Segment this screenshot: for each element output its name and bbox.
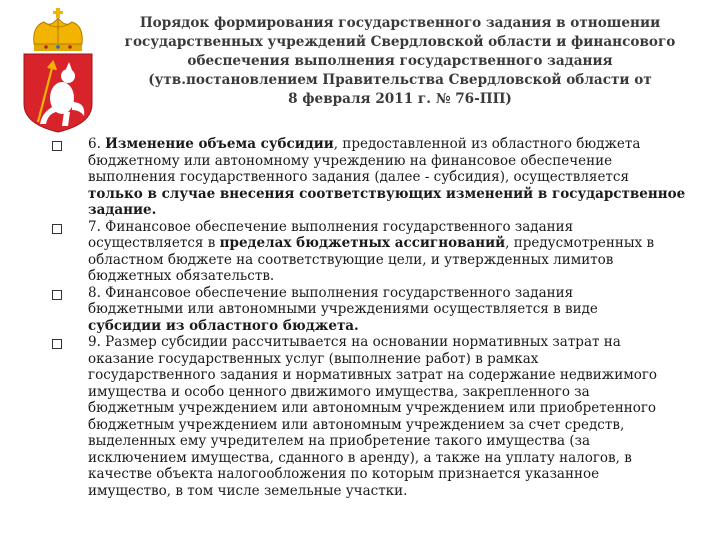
page-title: [120, 14, 680, 109]
text: выделенных ему учредителем на приобретение такого имущества (за: [88, 433, 591, 449]
paragraph-line: [88, 301, 702, 318]
square-bullet-icon: [52, 339, 62, 349]
text: государственного задания и нормативных затрат на содержание недвижимого: [88, 367, 658, 383]
bold-text: только в случае внесения соответствующих изменений в государственное: [88, 185, 686, 202]
crown-icon: [34, 8, 83, 51]
bold-text: субсидии из областного бюджета.: [88, 317, 359, 334]
text: осуществляется в: [88, 235, 220, 251]
title-line: государственных учреждений Свердловской области и финансового: [124, 34, 676, 50]
text: выполнения государственного задания (далее - субсидия), осуществляется: [88, 169, 629, 185]
text: бюджетным учреждением или автономным учреждением или приобретенного: [88, 400, 657, 416]
text: бюджетным учреждением или автономным учреждением за счет средств,: [88, 416, 625, 433]
list-item: [52, 285, 702, 335]
paragraph-line: [88, 169, 702, 186]
bold-text: пределах бюджетных ассигнований: [219, 235, 506, 251]
paragraph-line: [88, 153, 702, 170]
paragraph-line: [88, 285, 702, 302]
text: 8. Финансовое обеспечение выполнения государственного задания: [88, 284, 574, 301]
title-line: (утв.постановлением Правительства Свердловской области от: [148, 72, 652, 88]
text: бюджетных обязательств.: [88, 268, 275, 284]
paragraph-line: [88, 219, 702, 236]
square-bullet-icon: [52, 290, 62, 300]
title-line: 8 февраля 2011 г. № 76-ПП): [288, 91, 512, 107]
title-line: обеспечения выполнения государственного задания: [187, 53, 613, 69]
text: , предусмотренных в: [505, 235, 655, 251]
paragraph-line: [88, 252, 702, 269]
list-item: [52, 219, 702, 285]
paragraph-line: [88, 450, 702, 467]
paragraph-line: [88, 367, 702, 384]
paragraph-line: [88, 186, 702, 203]
provisions-list: [52, 136, 702, 499]
text: качестве объекта налогообложения по которым признается указанное: [88, 466, 600, 482]
text: бюджетному или автономному учреждению на финансовое обеспечение: [88, 152, 613, 169]
paragraph-line: [88, 433, 702, 450]
paragraph-line: [88, 384, 702, 401]
text: оказание государственных услуг (выполнение работ) в рамках: [88, 350, 539, 367]
paragraph-line: [88, 483, 702, 500]
text: 7. Финансовое обеспечение выполнения государственного задания: [88, 218, 574, 235]
paragraph-line: [88, 235, 702, 252]
paragraph-line: [88, 466, 702, 483]
paragraph-line: [88, 202, 702, 219]
bold-text: задание.: [88, 202, 157, 218]
title-line: Порядок формирования государственного задания в отношении: [139, 15, 661, 31]
list-item: [52, 334, 702, 499]
text: областном бюджете на соответствующие цели, и утвержденных лимитов: [88, 251, 614, 268]
paragraph-line: [88, 268, 702, 285]
paragraph-line: [88, 400, 702, 417]
paragraph-line: [88, 318, 702, 335]
list-item: [52, 136, 702, 219]
text: , предоставленной из областного бюджета: [333, 136, 641, 152]
text: имущества и особо ценного движимого имущества, закрепленного за: [88, 383, 590, 400]
text: исключением имущества, сданного в аренду), а также на уплату налогов, в: [88, 449, 632, 466]
text: 6.: [88, 136, 106, 152]
square-bullet-icon: [52, 141, 62, 151]
text: 9. Размер субсидии рассчитывается на основании нормативных затрат на: [88, 334, 621, 350]
paragraph-line: [88, 334, 702, 351]
paragraph-line: [88, 136, 702, 153]
text: имущество, в том числе земельные участки.: [88, 482, 408, 499]
paragraph-line: [88, 417, 702, 434]
paragraph-line: [88, 351, 702, 368]
coat-of-arms-icon: [14, 6, 102, 136]
bold-text: Изменение объема субсидии: [105, 136, 334, 152]
text: бюджетными или автономными учреждениями осуществляется в виде: [88, 301, 598, 317]
square-bullet-icon: [52, 224, 62, 234]
